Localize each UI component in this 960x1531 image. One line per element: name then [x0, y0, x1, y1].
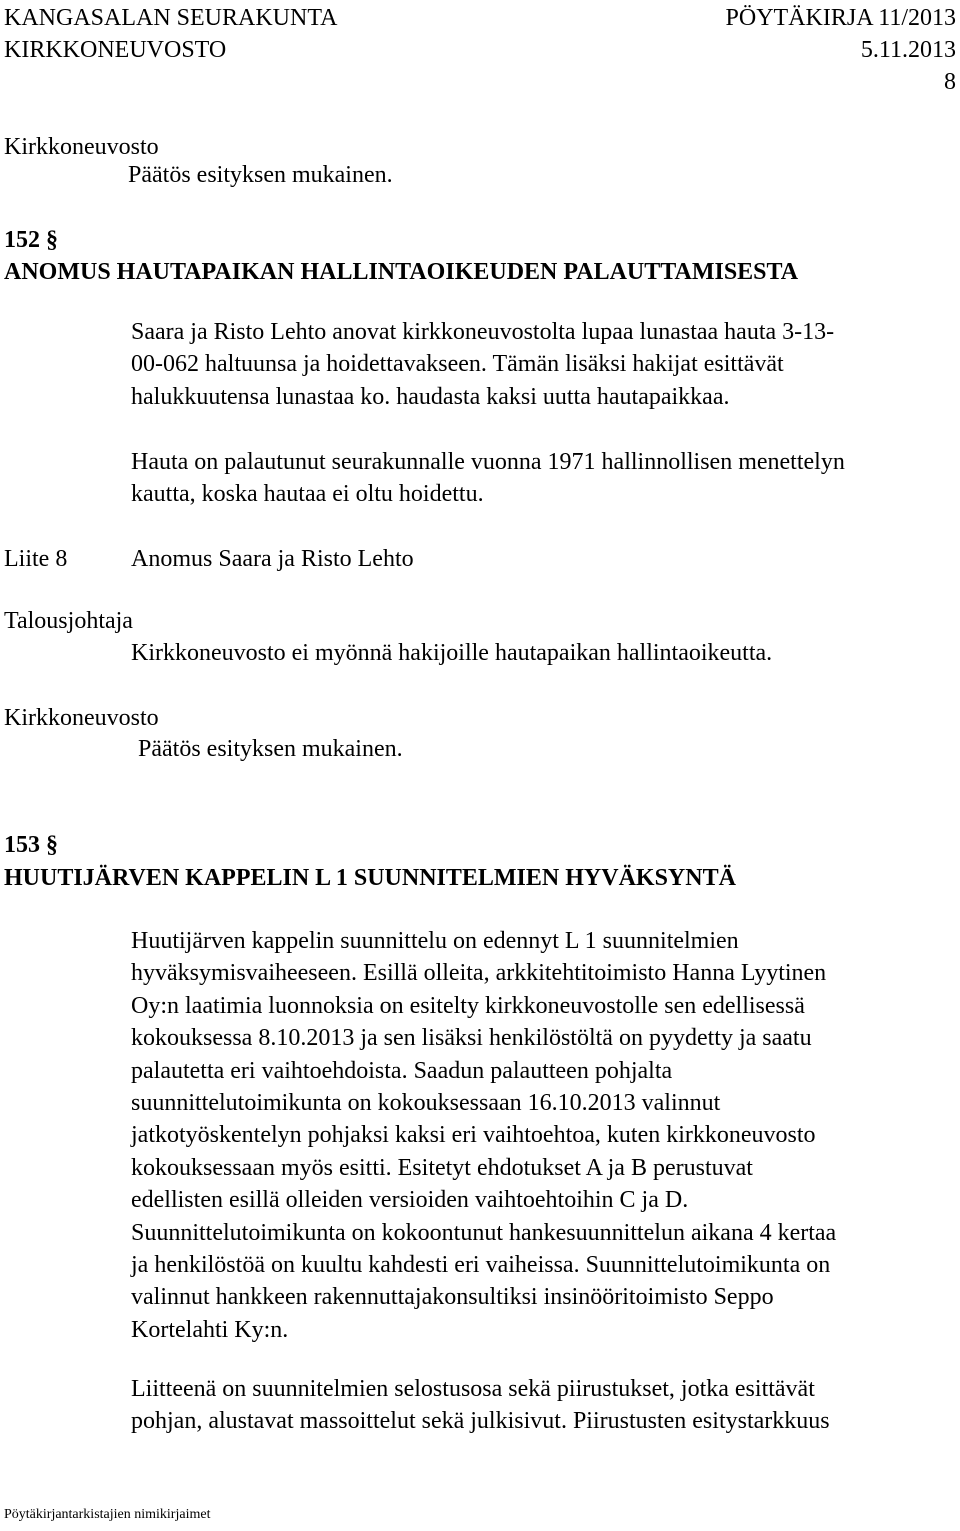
proposal-text: Kirkkoneuvosto ei myönnä hakijoille hautapaikan hallintaoikeutta.: [131, 640, 773, 666]
decision-heading: Kirkkoneuvosto: [4, 134, 159, 160]
paragraph-line: suunnittelutoimikunta on kokouksessaan 16.10.2013 valinnut: [131, 1090, 721, 1117]
paragraph-line: pohjan, alustavat massoittelut sekä julkisivut. Piirustusten esitystarkkuus: [131, 1408, 830, 1435]
section-title-153: HUUTIJÄRVEN KAPPELIN L 1 SUUNNITELMIEN HYVÄKSYNTÄ: [4, 865, 736, 891]
proposer-label: Talousjohtaja: [4, 608, 133, 634]
paragraph-line: kautta, koska hautaa ei oltu hoidettu.: [131, 481, 484, 508]
paragraph-153-1: [131, 925, 836, 1346]
header-body-name: KIRKKONEUVOSTO: [4, 37, 227, 63]
page-number: 8: [944, 69, 956, 95]
paragraph-line: ja henkilöstöä on kuultu kahdesti eri vaiheissa. Suunnittelutoimikunta on: [131, 1252, 831, 1279]
section-number-153: [4, 829, 58, 861]
paragraph-line: hyväksymisvaiheeseen. Esillä olleita, arkkitehtitoimisto Hanna Lyytinen: [131, 960, 827, 987]
section-sign: §: [46, 832, 58, 858]
paragraph-line: Liitteenä on suunnitelmien selostusosa sekä piirustukset, jotka esittävät: [131, 1376, 815, 1402]
paragraph-line: Kortelahti Ky:n.: [131, 1316, 289, 1343]
paragraph-line: Huutijärven kappelin suunnittelu on edennyt L 1 suunnitelmien: [131, 928, 739, 954]
paragraph-line: Oy:n laatimia luonnoksia on esitelty kirkkoneuvostolle sen edellisessä: [131, 992, 805, 1019]
section-number-152: [4, 224, 58, 256]
header-organization: KANGASALAN SEURAKUNTA: [4, 5, 338, 31]
paragraph-line: valinnut hankkeen rakennuttajakonsultiksi insinööritoimisto Seppo: [131, 1284, 774, 1311]
paragraph-line: jatkotyöskentelyn pohjaksi kaksi eri vaihtoehtoa, kuten kirkkoneuvosto: [131, 1122, 816, 1149]
attachment-text: Anomus Saara ja Risto Lehto: [131, 546, 414, 572]
paragraph-line: kokouksessaan myös esitti. Esitetyt ehdotukset A ja B perustuvat: [131, 1154, 753, 1181]
decision-text: Päätös esityksen mukainen.: [128, 162, 393, 188]
decision-heading-152: Kirkkoneuvosto: [4, 705, 159, 731]
paragraph-line: halukkuutensa lunastaa ko. haudasta kaksi uutta hautapaikkaa.: [131, 383, 730, 410]
paragraph-line: 00-062 haltuunsa ja hoidettavakseen. Tämän lisäksi hakijat esittävät: [131, 351, 784, 378]
section-number: 153: [4, 832, 40, 858]
paragraph-line: kokouksessa 8.10.2013 ja sen lisäksi henkilöstöltä on pyydetty ja saatu: [131, 1025, 812, 1052]
paragraph-152-2: [131, 446, 845, 511]
paragraph-153-2: [131, 1373, 830, 1438]
paragraph-line: edellisten esillä olleiden versioiden vaihtoehtoihin C ja D.: [131, 1187, 689, 1214]
paragraph-152-1: [131, 316, 834, 413]
section-sign: §: [46, 227, 58, 253]
header-date: 5.11.2013: [860, 37, 956, 63]
paragraph-line: Saara ja Risto Lehto anovat kirkkoneuvostolta lupaa lunastaa hauta 3-13-: [131, 319, 835, 345]
footer-initials-label: Pöytäkirjantarkistajien nimikirjaimet: [4, 1507, 211, 1522]
section-title-152: ANOMUS HAUTAPAIKAN HALLINTAOIKEUDEN PALAUTTAMISESTA: [4, 259, 799, 285]
paragraph-line: palautetta eri vaihtoehdoista. Saadun palautteen pohjalta: [131, 1057, 673, 1084]
paragraph-line: Suunnittelutoimikunta on kokoontunut hankesuunnittelun aikana 4 kertaa: [131, 1219, 837, 1246]
section-number: 152: [4, 227, 40, 253]
paragraph-line: Hauta on palautunut seurakunnalle vuonna 1971 hallinnollisen menettelyn: [131, 449, 845, 475]
header-document-id: PÖYTÄKIRJA 11/2013: [725, 5, 956, 31]
attachment-label: Liite 8: [4, 546, 68, 572]
decision-text-152: Päätös esityksen mukainen.: [138, 736, 403, 762]
